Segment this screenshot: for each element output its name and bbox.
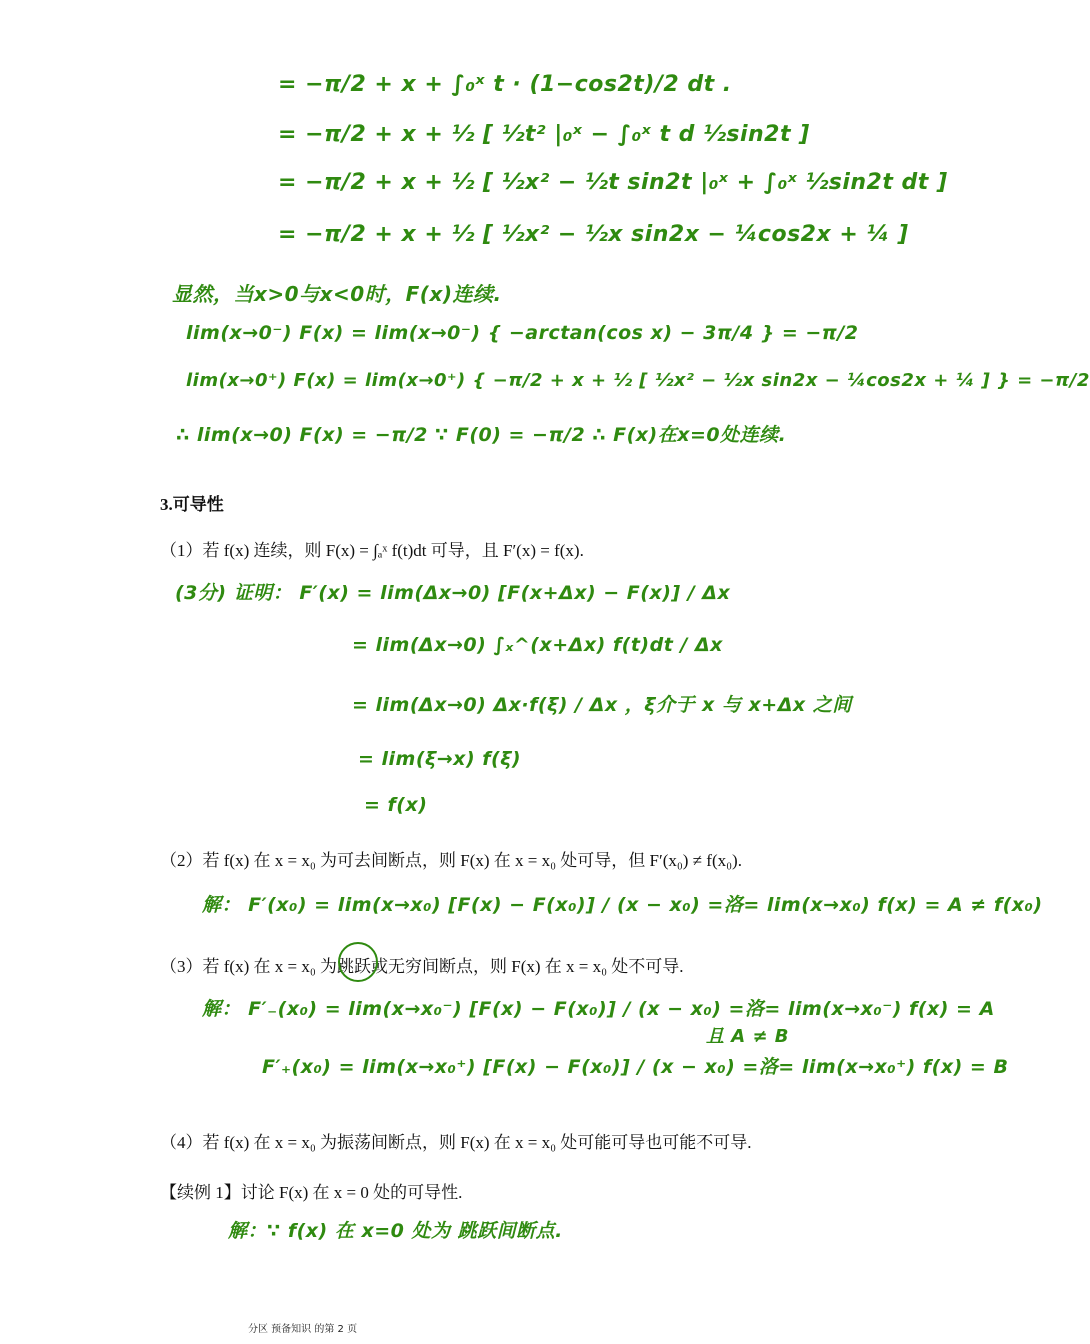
proof3-side-note: 且 A ≠ B — [706, 1026, 790, 1047]
example-label: 【续例 1】讨论 F(x) 在 x = 0 处的可导性. — [160, 1183, 463, 1202]
handwritten-line-3: = −π/2 + x + ½ [ ½x² − ½t sin2t |₀ˣ + ∫₀ˣ ½sin2t dt ] — [278, 170, 948, 195]
proof1-line-1: (3分) 证明： F′(x) = lim(Δx→0) [F(x+Δx) − F(x)] / Δx — [175, 582, 731, 604]
statement-2: （2）若 f(x) 在 x = x₀ 为可去间断点，则 F(x) 在 x = x₀ 处可导，但 F′(x₀) ≠ f(x₀). — [160, 851, 742, 870]
section-heading: 3.可导性 — [160, 495, 224, 514]
hand-drawn-circle — [338, 942, 378, 982]
handwritten-line-5: 显然，当x>0与x<0时，F(x)连续. — [172, 282, 502, 306]
handwritten-line-6: lim(x→0⁻) F(x) = lim(x→0⁻) { −arctan(cos x) − 3π/4 } = −π/2 — [186, 322, 859, 344]
statement-3-pre: （3）若 f(x) 在 x = x₀ 为 — [160, 957, 337, 976]
statement-3-post: 或无穷间断点，则 F(x) 在 x = x₀ 处不可导. — [371, 957, 684, 976]
handwritten-line-7: lim(x→0⁺) F(x) = lim(x→0⁺) { −π/2 + x + ½ [ ½x² − ½x sin2x − ¼cos2x + ¼ ] } = −π/2 — [186, 370, 1090, 391]
handwritten-line-2: = −π/2 + x + ½ [ ½t² |₀ˣ − ∫₀ˣ t d ½sin2t ] — [278, 122, 810, 147]
proof3-line-2: F′₊(x₀) = lim(x→x₀⁺) [F(x) − F(x₀)] / (x − x₀) =洛= lim(x→x₀⁺) f(x) = B — [262, 1056, 1009, 1078]
page-footer: 分区 预备知识 的第 2 页 — [248, 1324, 358, 1335]
statement-3 — [160, 952, 684, 977]
handwritten-line-4: = −π/2 + x + ½ [ ½x² − ½x sin2x − ¼cos2x + ¼ ] — [278, 222, 909, 247]
proof1-line-3: = lim(Δx→0) Δx·f(ξ) / Δx ，ξ介于 x 与 x+Δx 之间 — [352, 694, 852, 716]
proof3-line-1: 解： F′₋(x₀) = lim(x→x₀⁻) [F(x) − F(x₀)] / (x − x₀) =洛= lim(x→x₀⁻) f(x) = A — [202, 998, 995, 1020]
proof1-line-2: = lim(Δx→0) ∫ₓ^(x+Δx) f(t)dt / Δx — [352, 634, 723, 656]
handwritten-line-8: ∴ lim(x→0) F(x) = −π/2 ∵ F(0) = −π/2 ∴ F(x)在x=0处连续. — [176, 424, 787, 446]
proof1-line-4: = lim(ξ→x) f(ξ) — [358, 748, 522, 770]
statement-4: （4）若 f(x) 在 x = x₀ 为振荡间断点，则 F(x) 在 x = x₀ 处可能可导也可能不可导. — [160, 1133, 752, 1152]
proof2-line-1: 解： F′(x₀) = lim(x→x₀) [F(x) − F(x₀)] / (x − x₀) =洛= lim(x→x₀) f(x) = A ≠ f(x₀) — [202, 894, 1043, 916]
statement-1: （1）若 f(x) 连续，则 F(x) = ∫ₐˣ f(t)dt 可导，且 F′(x) = f(x). — [160, 541, 584, 560]
statement-3-circled-word: 跳跃 — [337, 957, 371, 976]
handwritten-line-1: = −π/2 + x + ∫₀ˣ t · (1−cos2t)/2 dt . — [278, 72, 732, 97]
example-handwritten-answer: 解：∵ f(x) 在 x=0 处为 跳跃间断点. — [228, 1220, 563, 1242]
proof1-line-5: = f(x) — [364, 794, 428, 816]
